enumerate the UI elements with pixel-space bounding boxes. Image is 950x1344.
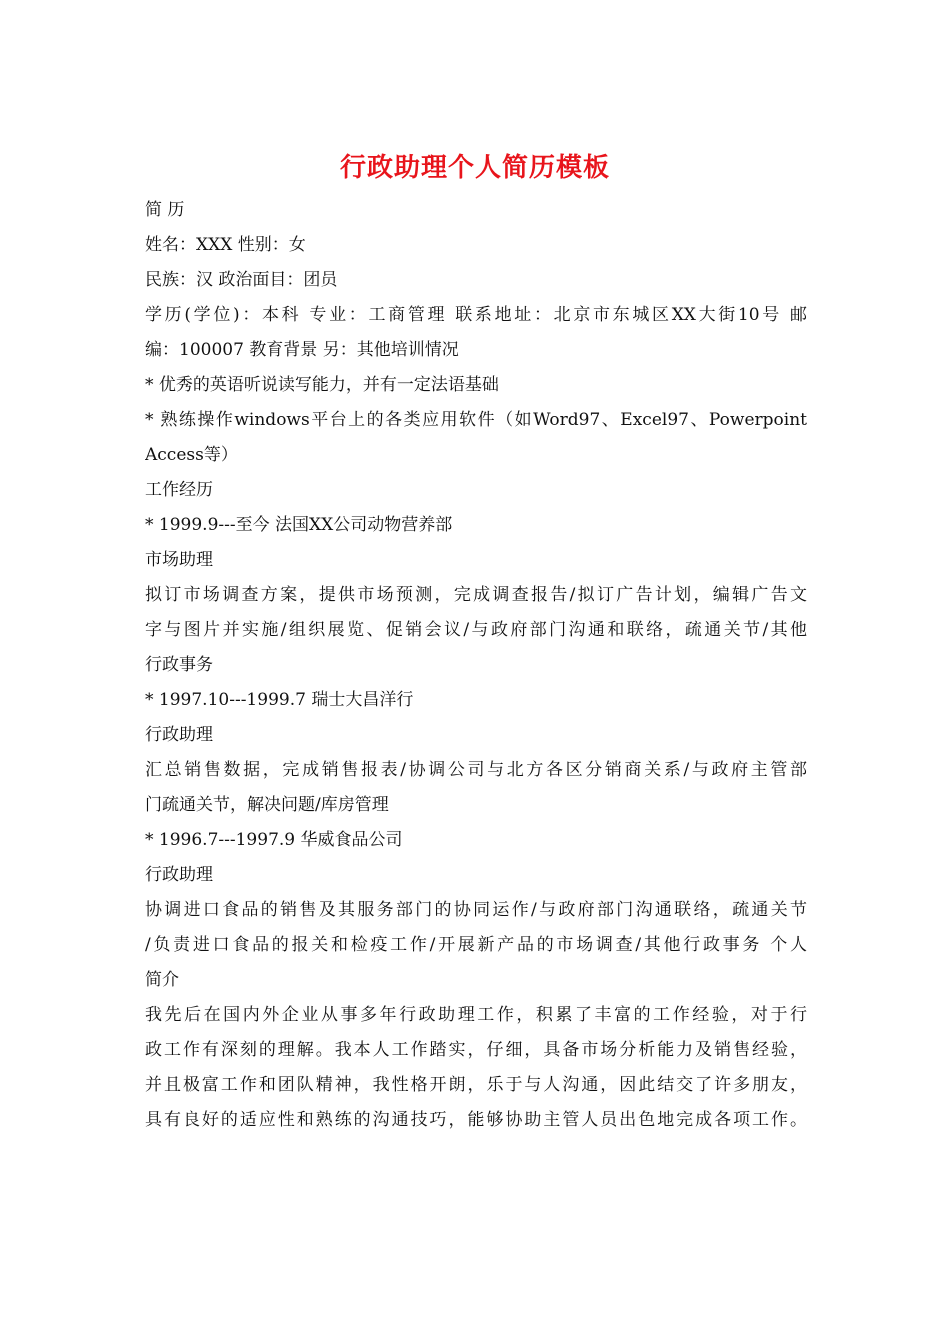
text-line: 行政事务 bbox=[145, 655, 213, 675]
text-line: 行政助理 bbox=[145, 865, 213, 885]
text-line: Access等） bbox=[145, 445, 238, 465]
text-line: 门疏通关节，解决问题/库房管理 bbox=[145, 795, 389, 815]
text-line: 学历(学位)：本科 专业：工商管理 联系地址：北京市东城区XX大街10号 邮 bbox=[145, 305, 807, 325]
text-line: 政工作有深刻的理解。我本人工作踏实，仔细，具备市场分析能力及销售经验， bbox=[145, 1040, 807, 1060]
text-line: 协调进口食品的销售及其服务部门的协同运作/与政府部门沟通联络，疏通关节 bbox=[145, 900, 807, 920]
document-title: 行政助理个人简历模板 bbox=[339, 153, 610, 183]
text-line: 拟订市场调查方案，提供市场预测，完成调查报告/拟订广告计划，编辑广告文 bbox=[145, 585, 807, 605]
text-line: 我先后在国内外企业从事多年行政助理工作，积累了丰富的工作经验，对于行 bbox=[145, 1005, 807, 1025]
text-line: * 1997.10---1999.7 瑞士大昌洋行 bbox=[145, 690, 414, 710]
text-line: 简介 bbox=[145, 970, 179, 990]
text-line: 民族：汉 政治面目：团员 bbox=[145, 270, 338, 290]
text-line: 市场助理 bbox=[145, 550, 213, 570]
text-line: 行政助理 bbox=[145, 725, 213, 745]
text-line: 汇总销售数据，完成销售报表/协调公司与北方各区分销商关系/与政府主管部 bbox=[145, 760, 807, 780]
text-line: 姓名：XXX 性别：女 bbox=[145, 235, 306, 255]
text-line: * 1999.9---至今 法国XX公司动物营养部 bbox=[145, 515, 453, 535]
text-line: 简 历 bbox=[145, 200, 185, 220]
text-line: * 1996.7---1997.9 华威食品公司 bbox=[145, 830, 403, 850]
text-line: 字与图片并实施/组织展览、促销会议/与政府部门沟通和联络，疏通关节/其他 bbox=[145, 620, 807, 640]
text-line: 编：100007 教育背景 另：其他培训情况 bbox=[145, 340, 459, 360]
text-line: 具有良好的适应性和熟练的沟通技巧，能够协助主管人员出色地完成各项工作。 bbox=[145, 1110, 807, 1130]
text-line: * 优秀的英语听说读写能力，并有一定法语基础 bbox=[145, 375, 499, 395]
text-line: /负责进口食品的报关和检疫工作/开展新产品的市场调查/其他行政事务 个人 bbox=[145, 935, 807, 955]
text-line: 并且极富工作和团队精神，我性格开朗，乐于与人沟通，因此结交了许多朋友， bbox=[145, 1075, 807, 1095]
text-line: * 熟练操作windows平台上的各类应用软件（如Word97、Excel97、Powerpoint bbox=[145, 410, 807, 430]
text-line: 工作经历 bbox=[145, 480, 213, 500]
document-body bbox=[145, 193, 807, 1138]
